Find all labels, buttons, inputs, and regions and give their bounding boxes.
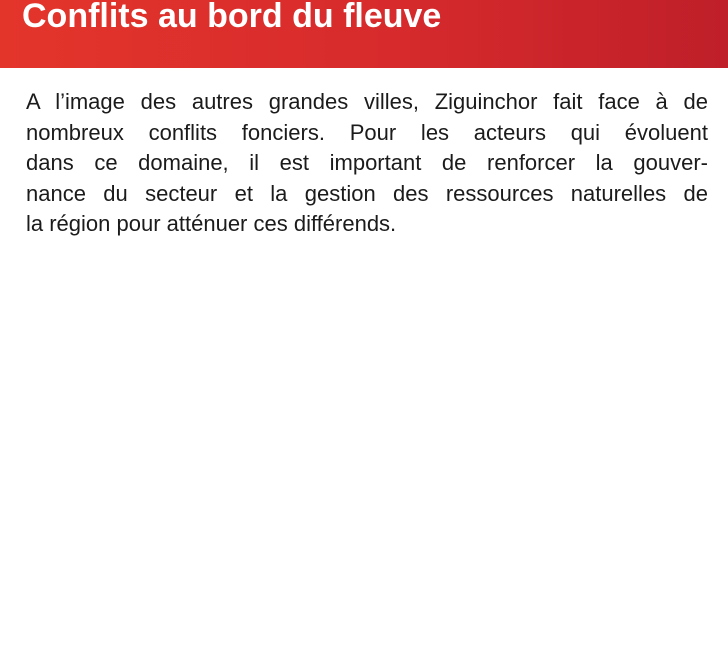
title-banner [0, 0, 728, 68]
article-title: Conflits au bord du fleuve [22, 0, 442, 35]
paragraph-line: la région pour atténuer ces différends. [26, 211, 397, 236]
article-paragraph [26, 87, 708, 240]
paragraph-line: dans ce domaine, il est important de renforcer la gouver- [26, 150, 708, 175]
paragraph-line: A l’image des autres grandes villes, Ziguinchor fait face à de [26, 89, 708, 114]
paragraph-line: nance du secteur et la gestion des ressources naturelles de [26, 180, 708, 206]
paragraph-line: nombreux conflits fonciers. Pour les acteurs qui évoluent [26, 119, 708, 145]
